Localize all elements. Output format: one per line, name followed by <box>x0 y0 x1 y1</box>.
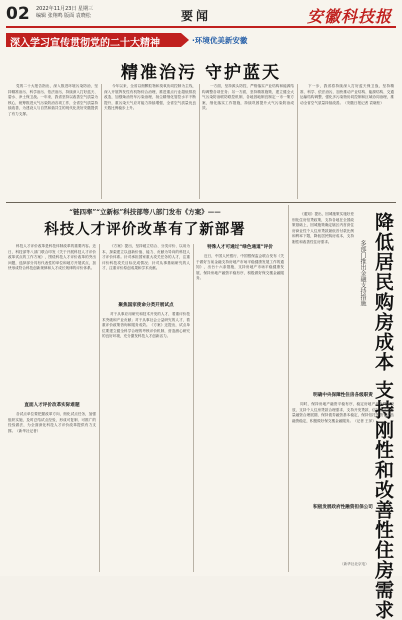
banner-text: 深入学习宣传贯彻党的二十大精神 <box>10 38 160 49</box>
article2-col3-text: 对于从事应用研究和技术开发的人才，着重评价技术突破和产业贡献；对于从事社会公益研究的人才，着重评价政策咨询和服务成效。《方案》还提出，试点单位要建立健全科学合理的考核评价机制，营造潜心研究的良好环境，充分激发科技人才创新活力。 <box>102 312 190 339</box>
subhead-e: 积极发展政府性融资担保公司 <box>313 505 373 510</box>
kicker-line: “链四率”“立新标”科技部等八部门发布《方案》—— <box>69 208 221 216</box>
article2-col4 <box>8 412 96 572</box>
article1-col3-text: 一方面，坚持源头防控，严格落实产业结构和能源结构调整各项任务；另一方面，坚持精准施策，建立健全大气污染防治联防联控机制，各地因地制宜制定一市一策方案，细化落实工作措施，持续巩固提升大气污染防治成效。 <box>202 84 294 111</box>
section-name: 要闻 <box>181 9 212 23</box>
theme-banner <box>6 33 181 47</box>
article3-col1-text: 近日，中国人民银行、中国银保监会联合发布《关于做好当前金融支持房地产市场平稳健康发展工作的通知》，出台十六条措施，支持房地产市场平稳健康发展，保持房地产融资平稳有序，积极做好保交楼金融服务。 <box>196 254 284 281</box>
article3-col3-text: 同时，保持房地产融资平稳有序，稳定房地产开发贷款投放，支持个人住房贷款合理需求，支持开发贷款、信托贷款等存量融资合理展期，保持债券融资基本稳定，保持信托等资管产品融资稳定，积极做好保交楼金融服务。（记者 王萍） <box>292 402 394 423</box>
article1-col2-text: 今年以来，全省以细颗粒物和臭氧协同控制为主线，深入开展挥发性有机物综合治理，推进重点行业超低排放改造，加强柴油货车污染治理，扬尘精细化管控水平不断提升，重污染天气应对能力持续增强，全省空气质量优良天数比例稳步上升。 <box>104 84 196 111</box>
source-note: （新华社北京电） <box>340 562 369 566</box>
newspaper-logo: 安徽科技报 <box>306 7 392 26</box>
article1-col2 <box>104 84 196 199</box>
article3-col3 <box>292 402 394 500</box>
column-divider <box>193 244 194 572</box>
date-text: 2022年11月23日 星期三 <box>36 6 94 12</box>
article1-col1-text: 党的二十大报告指出，深入推进环境污染防治，坚持精准治污、科学治污、依法治污，持续深入打好蓝天、碧水、净土保卫战。一年来，我省坚持以改善空气质量为核心，统筹推进大气污染防治各项工作，全省空气质量持续改善，为建设人与自然和谐共生的现代化美好安徽提供了有力支撑。 <box>8 84 98 116</box>
article3-col1 <box>196 254 284 572</box>
article1-col4-text: 下一步，我省将持续深入打好蓝天保卫战，坚持精准、科学、依法治污，加快推动产业结构、能源结构、交通运输结构调整，强化多污染物协同控制和区域协同治理，推动全省空气质量持续改善。（安徽日报记者 袁晓松） <box>300 84 394 105</box>
vertical-subheadline: 多部门推出金融支持措施 <box>359 240 366 306</box>
column-divider <box>199 84 200 199</box>
subhead-d: 明确中央保障性住房各级职责 <box>313 393 373 398</box>
column-divider <box>297 84 298 199</box>
headline-science: 科技人才评价改革有了新部署 <box>44 221 246 238</box>
article3-col2-text: 《通知》提出，因城施策实施好差别化住房信贷政策，支持各地在全国政策基础上，因城施策确定辖区内首套住房商业性个人住房贷款最低首付款比例和利率下限，降低居民购房成本，支持刚性和改善性住房需求。 <box>292 212 354 244</box>
masthead <box>6 4 396 34</box>
article2-col2-text: 《方案》提出，坚持破立结合、分类评价、以用为本，探索建立以创新价值、能力、贡献为导向的科技人才评价体系。针对承担国家重大攻关任务的人才，注重评价科技攻关目标完成情况；针对从事基础研究的人才，注重评价原创成果和学术贡献。 <box>102 244 190 271</box>
article2-col1-text: 科技人才评价改革是科技体制改革的重要内容。近日，科技部等八部门联合印发《关于开展科技人才评价改革试点的工作方案》，围绕科技人才评价改革的突出问题，选择部分具有代表性的单位和地方开展试点，加快形成符合科技创新规律和人才成长规律的评价体系。 <box>8 244 96 271</box>
article3-col2 <box>292 212 354 388</box>
column-divider <box>99 244 100 572</box>
column-divider <box>288 205 289 572</box>
headline-top: 精准治污 守护蓝天 <box>121 63 281 83</box>
article1-col3 <box>202 84 294 199</box>
article1-col1 <box>8 84 98 199</box>
article2-col2 <box>102 244 190 306</box>
section-rule <box>6 202 396 203</box>
subhead-a: 直面人才评价改革实际难题 <box>24 403 80 408</box>
article2-col4-text: 各试点单位要把握改革方向，细化试点任务，加强组织实施，及时总结试点经验，形成可复制、可推广的经验做法，为全面深化科技人才评价改革提供有力支撑。（新华社记者） <box>8 412 96 433</box>
date-line <box>36 6 93 20</box>
article2-col1 <box>8 244 96 406</box>
banner-subtitle: ·环境优美新安徽 <box>192 36 248 45</box>
editor-text: 编辑 张翔鸣 版面 袁晓松 <box>36 13 91 19</box>
vertical-headline: 降低居民购房成本 支持刚性和改善性住房需求 <box>372 212 394 620</box>
column-divider <box>101 84 102 199</box>
page-number: 02 <box>6 4 30 24</box>
subhead-c: 特殊人才可通过“绿色通道”评价 <box>207 245 273 250</box>
subhead-b: 聚焦国家使命分类开展试点 <box>118 303 174 308</box>
banner-arrow <box>181 33 189 47</box>
article2-col3 <box>102 312 190 572</box>
masthead-rule <box>6 26 396 28</box>
article1-col4 <box>300 84 394 199</box>
